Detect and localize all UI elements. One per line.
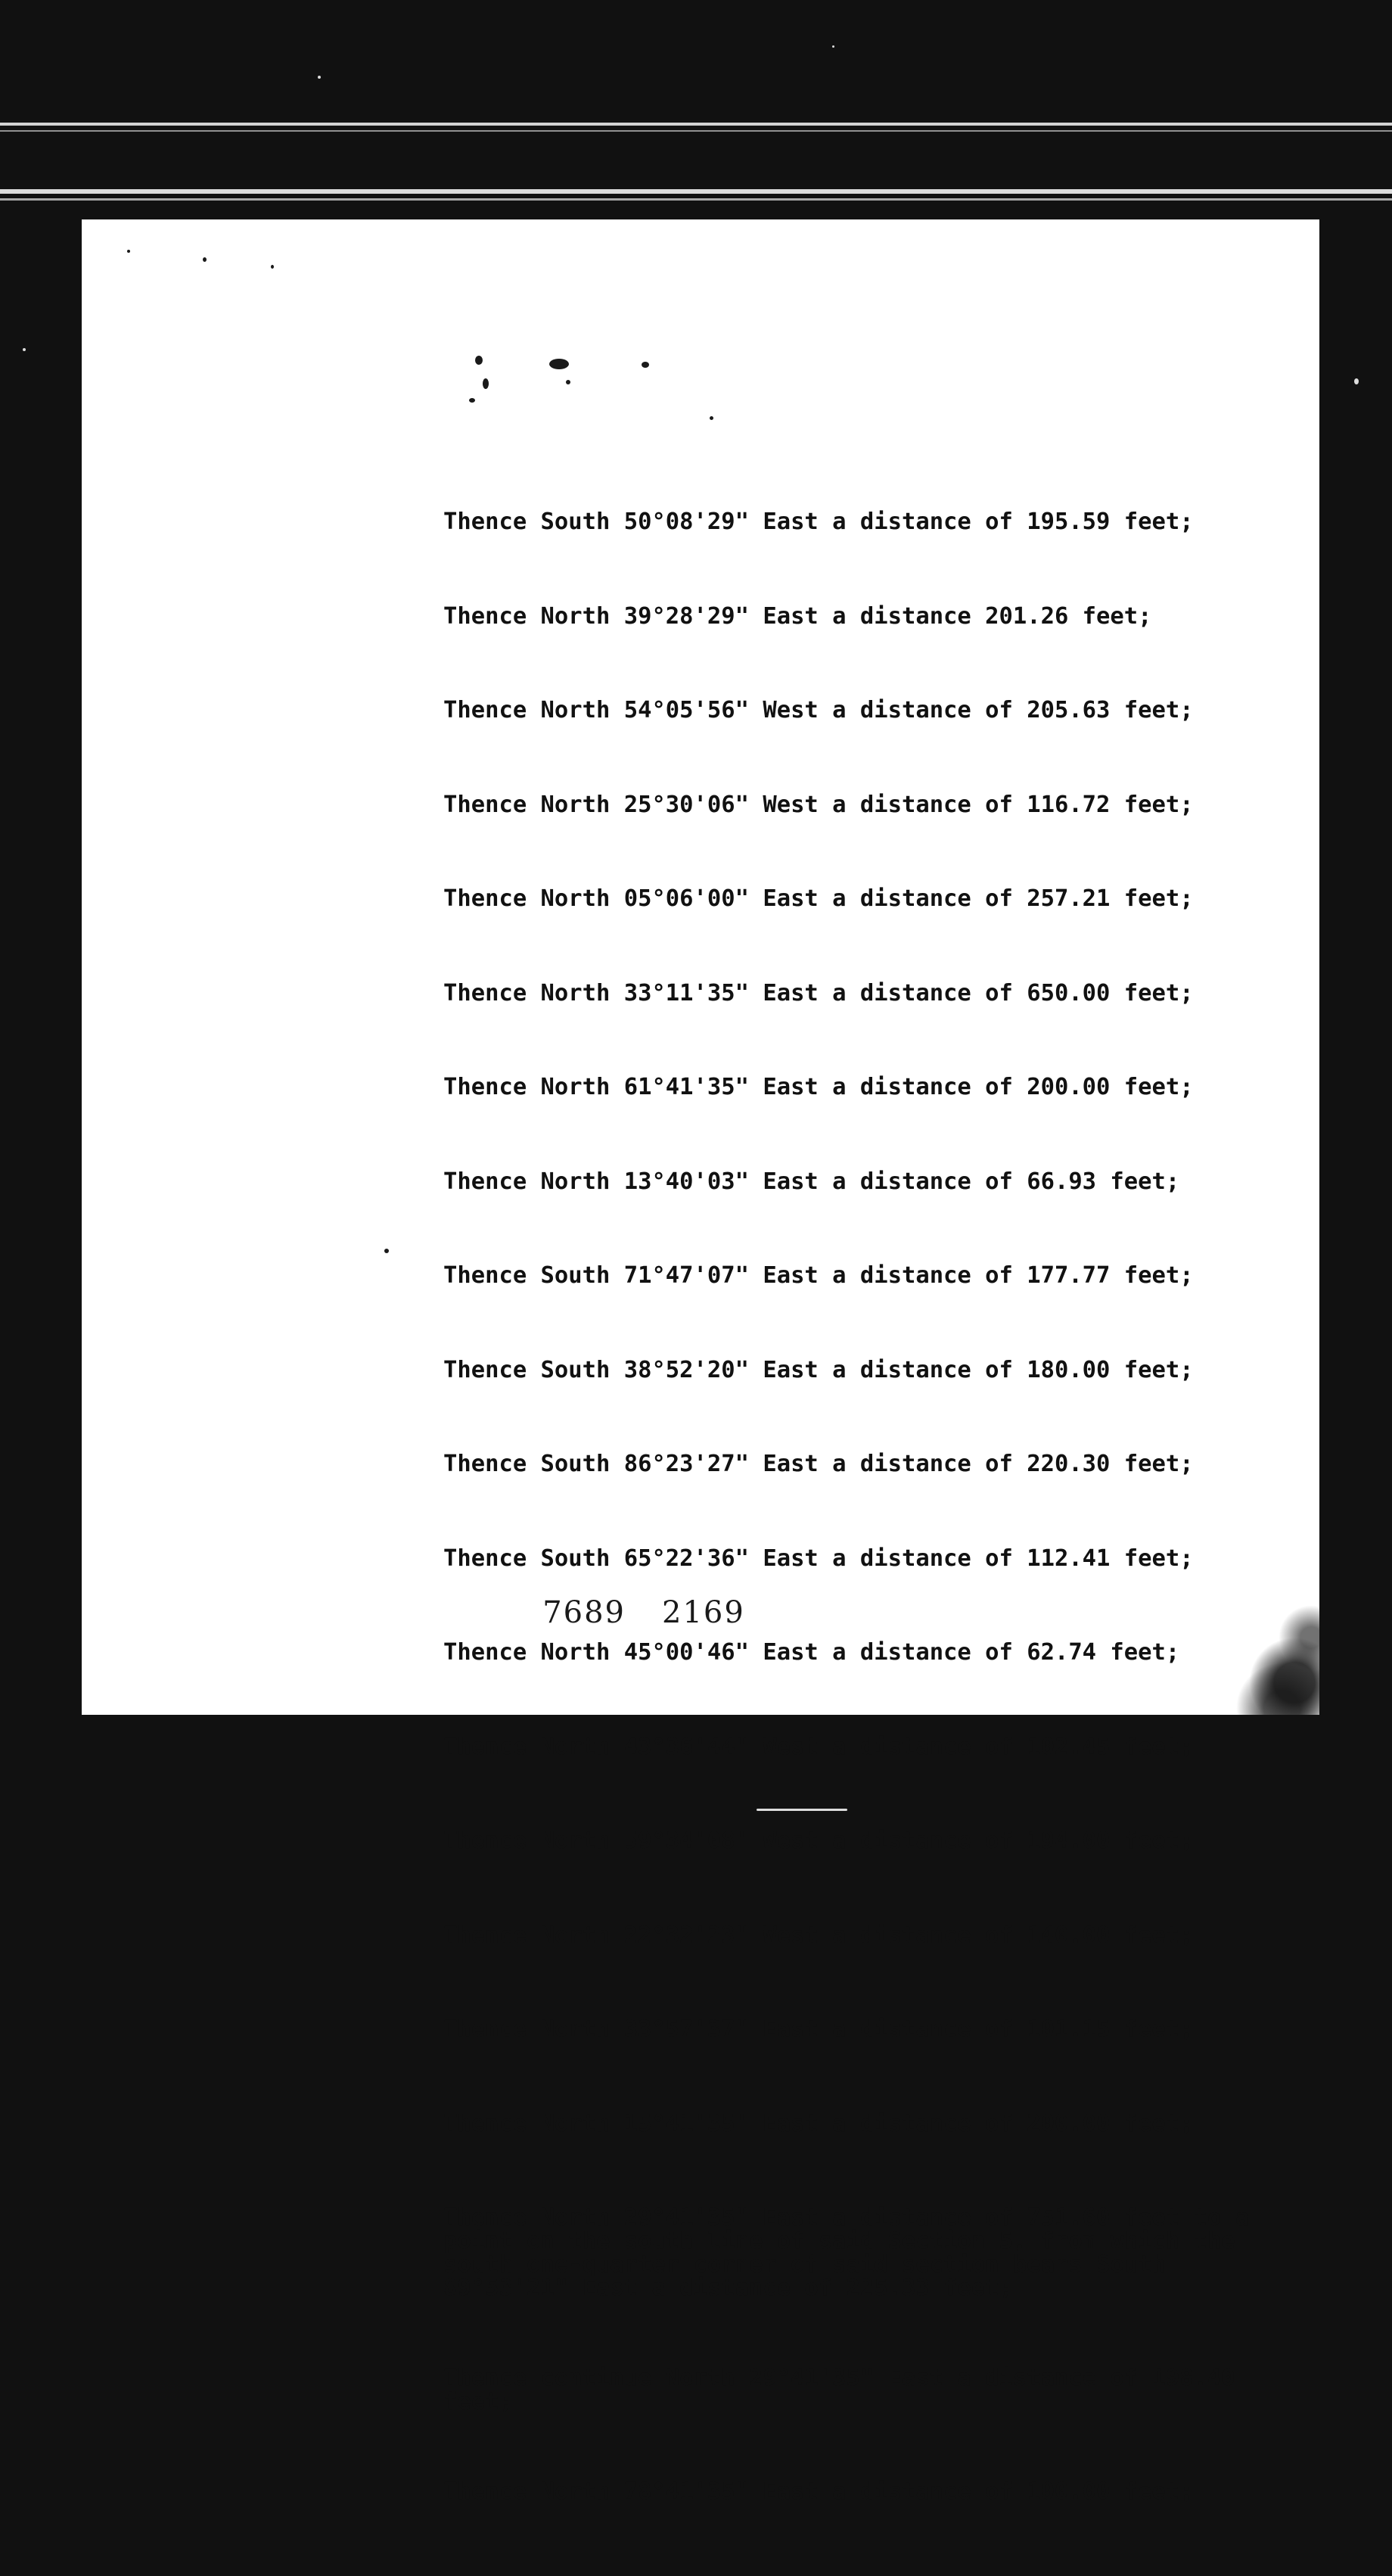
course-line: Thence South 50°08'29" East a distance of 195.59 feet; — [443, 509, 1194, 535]
course-line: Thence South 38°52'20" East a distance of 180.00 feet; — [443, 1356, 1194, 1383]
course-line: Thence North 22°32'23" West a distance of 140.00 feet; — [443, 1921, 1194, 1949]
scan-artifact-line — [0, 189, 1392, 194]
speckle — [757, 1809, 847, 1811]
course-line: Thence South 86°23'27" East a distance of 220.30 feet; — [443, 1451, 1194, 1477]
book-number: 7689 — [542, 1595, 626, 1630]
course-line: Thence continue North 29°41'35" East a distance of 198.40 feet; — [443, 2365, 1235, 2415]
document-page — [82, 219, 1319, 2505]
course-line: Thence North 15°41'35" East a distance of 200.00 feet; — [443, 2110, 1194, 2137]
speckle — [384, 1249, 389, 1253]
course-line: Thence North 59°34'08" West a distance of 194.00 feet; — [443, 1828, 1194, 1854]
speckle — [271, 265, 274, 269]
speckle — [710, 416, 713, 420]
course-line: Thence North 43°36'44" West a distance of 102.45 feet; — [443, 1733, 1194, 1760]
course-line: Thence North 61°41'35" East a distance of 200.00 feet; — [443, 1074, 1194, 1100]
course-line: Thence North 33°57'37" East a distance of 101.15 feet; — [443, 2016, 1194, 2042]
speckle — [566, 380, 570, 384]
course-line: Thence North 45°00'46" East a distance of 62.74 feet; — [443, 1639, 1180, 1666]
speckle — [318, 76, 321, 79]
book-page-stamp — [82, 1595, 1319, 1630]
speckle — [475, 356, 483, 365]
speckle — [549, 359, 569, 369]
course-line: Thence South 65°22'36" East a distance of 112.41 feet; — [443, 1545, 1194, 1572]
speckle — [483, 378, 489, 389]
speckle — [203, 257, 207, 262]
course-line: Thence North 54°05'56" West a distance of 205.63 feet; — [443, 697, 1194, 723]
course-line: Thence South 71°47'07" East a distance of 177.77 feet; — [443, 1262, 1194, 1289]
speckle — [23, 348, 26, 351]
course-line: Thence North 33°11'35" East a distance of 650.00 feet; — [443, 979, 1194, 1006]
course-line: Thence North 13°40'03" East a distance of 66.93 feet; — [443, 1168, 1180, 1195]
scan-artifact-line — [0, 198, 1392, 201]
scan-artifact-line — [0, 123, 1392, 126]
speckle — [642, 362, 649, 368]
page-number: 2169 — [662, 1595, 745, 1630]
course-line: Thence North 39°28'29" East a distance 201.26 feet; — [443, 602, 1152, 630]
legal-description-text — [443, 463, 1283, 2574]
course-line: Thence North 25°30'06" West a distance of 116.72 feet; — [443, 791, 1194, 818]
course-line: Thence North 29°41'35" East a distance of 751.60 feet to a point on the south line of said Section 5, from which the south one-quarter corner of said section bears South 89°53'21" East a distance of 225.33 feet; — [443, 2204, 1250, 2301]
speckle — [832, 45, 834, 48]
speckle — [469, 398, 475, 403]
scan-artifact-line — [0, 130, 1392, 132]
course-line: Thence North 05°06'00" East a distance of 257.21 feet; — [443, 885, 1194, 912]
speckle — [1354, 378, 1359, 384]
course-line: Thence North 78°41'35" East a distance of 100.00 feet; — [443, 2478, 1194, 2505]
speckle — [127, 250, 130, 253]
scan-noise — [1236, 1586, 1319, 1715]
